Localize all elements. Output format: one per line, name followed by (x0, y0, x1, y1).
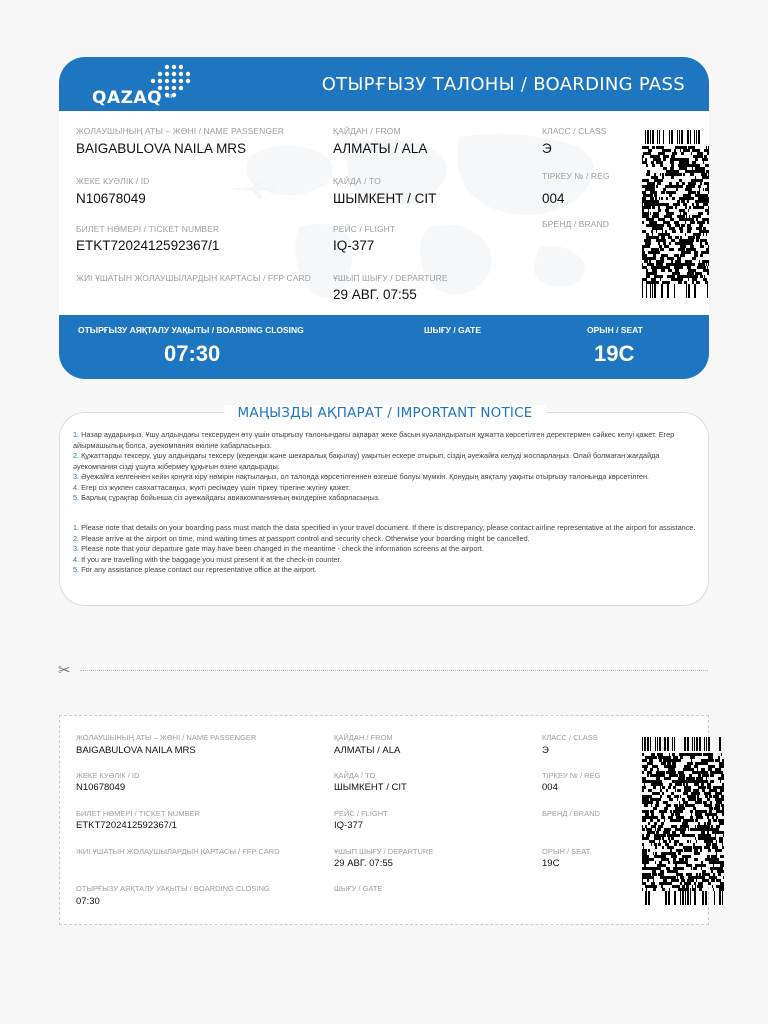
boarding-closing-label: ОТЫРҒЫЗУ АЯҚТАЛУ УАҚЫТЫ / BOARDING CLOSING (78, 325, 304, 335)
notice-item-text: Егер сіз жүкпен саяхаттасаңыз, жүкті ресімдеу үшін тіркеу тірегіне жүгіну қажет. (79, 482, 350, 492)
from-label: ҚАЙДАН / FROM (333, 126, 401, 136)
notice-item (73, 430, 701, 451)
notice-kazakh (73, 430, 701, 504)
notice-item (73, 534, 701, 545)
class-value: Э (542, 141, 552, 156)
stub-class-value: Э (542, 745, 549, 756)
header-bar (59, 57, 709, 111)
brand-label: БРЕНД / BRAND (542, 219, 609, 229)
stub-departure-label: ҰШЫП ШЫҒУ / DEPARTURE (334, 847, 434, 856)
barcode-icon (642, 130, 709, 298)
notice-item (73, 483, 701, 494)
boarding-pass-stub (59, 715, 709, 925)
notice-item-number: 5. (73, 493, 80, 502)
stub-boarding-closing-time: 07:30 (76, 896, 100, 907)
notice-item-number: 3. (73, 544, 80, 553)
boarding-pass-card (59, 57, 709, 379)
stub-reg-value: 004 (542, 782, 558, 793)
notice-item (73, 544, 701, 555)
stub-id-label: ЖЕКЕ КУӘЛІК / ID (76, 771, 140, 780)
passenger-id: N10678049 (76, 191, 146, 206)
flight-label: РЕЙС / FLIGHT (333, 224, 396, 234)
stub-flight-label: РЕЙС / FLIGHT (334, 809, 388, 818)
notice-item-text: Әуежайға келгеннен кейін қонуға кіру нөмірін нақтылаңыз, ол талонда көрсетілгеннен өзгеше болуы мүмкін. Қонудың аяқталу уақыты отырғызу талонында көрсетілген. (79, 472, 650, 481)
stub-gate-label: ШЫҒУ / GATE (334, 884, 383, 893)
class-label: КЛАСС / CLASS (542, 126, 607, 136)
stub-brand-label: БРЕНД / BRAND (542, 809, 600, 818)
stub-from-value: АЛМАТЫ / ALA (334, 745, 401, 756)
notice-item (73, 555, 701, 566)
stub-ffp-label: ЖИІ ҰШАТЫН ЖОЛАУШЫЛАРДЫН КАРТАСЫ / FFP CARD (76, 847, 280, 856)
notice-item-text: If you are travelling with the baggage you must present it at the check-in counter. (79, 554, 342, 564)
logo-wordmark: QAZAQ (92, 88, 163, 108)
departure-value: 29 АВГ. 07:55 (333, 287, 417, 302)
notice-item (73, 523, 701, 534)
seat-label: ОРЫН / SEAT (587, 325, 643, 335)
stub-to-value: ШЫМКЕНТ / CIT (334, 782, 407, 793)
stub-passenger-name: BAIGABULOVA NAILA MRS (76, 745, 196, 756)
ticket-label: БИЛЕТ НӨМЕРІ / TICKET NUMBER (76, 224, 220, 234)
notice-item (73, 472, 701, 483)
notice-item (73, 565, 701, 576)
stub-barcode-icon (642, 737, 724, 905)
important-notice (59, 405, 709, 606)
to-value: ШЫМКЕНТ / CIT (333, 191, 437, 206)
reg-label: ТІРКЕУ № / REG (542, 171, 610, 181)
stub-flight-value: IQ-377 (334, 820, 364, 831)
logo-sub: AIR (166, 94, 175, 100)
reg-value: 004 (542, 191, 565, 206)
from-value: АЛМАТЫ / ALA (333, 141, 428, 156)
notice-item-number: 4. (73, 482, 80, 492)
notice-item (73, 451, 701, 472)
notice-item-text: Назар аударыңыз. Ұшу алдындағы тексеруден өту үшін отырғызу талонындағы ақпарат жеке басын куәландыратын құжатта көрсетілген деректермен сәйкес келуі қажет. Егер айырмашылық болса, әуекомпания өкіліне хабарласыңыз. (73, 430, 675, 450)
boarding-closing-time: 07:30 (164, 341, 221, 366)
seat-value: 19C (594, 341, 635, 366)
notice-item-number: 2. (73, 451, 80, 460)
notice-item-text: Please note that your departure gate may have been changed in the meantime - check the information screens at the airport. (79, 544, 484, 553)
notice-item-number: 4. (73, 554, 80, 564)
to-label: ҚАЙДА / TO (333, 176, 381, 186)
ticket-number: ETKT7202412592367/1 (76, 238, 220, 253)
stub-to-label: ҚАЙДА / TO (334, 771, 376, 780)
stub-ticket-label: БИЛЕТ НӨМЕРІ / TICKET NUMBER (76, 809, 200, 818)
notice-item-text: Барлық сұрақтар бойынша сіз әуежайдағы авиакомпанияның өкілдеріне хабарласыңыз. (79, 493, 380, 502)
notice-item-text: For any assistance please contact our representative office at the airport. (79, 565, 317, 574)
stub-name-label: ЖОЛАУШЫНЫҢ АТЫ – ЖӨНІ / NAME PASSENGER (76, 733, 257, 742)
departure-label: ҰШЫП ШЫҒУ / DEPARTURE (333, 273, 448, 283)
scissors-icon: ✂ (58, 662, 71, 679)
stub-from-label: ҚАЙДАН / FROM (334, 733, 393, 742)
notice-item-text: Құжаттарды тексеру, ұшу алдындағы тексеру (кедендік және шекаралық бақылау) уақытын ескере отырып, сіздің әуежайға келуді жоспарлаңыз. Олай болмаған жағдайда әуекомпания сізді ұшуға жібермеу құқығын өзіне қалдырады. (73, 451, 660, 471)
stub-departure-value: 29 АВГ. 07:55 (334, 858, 393, 869)
stub-boarding-closing-label: ОТЫРҒЫЗУ АЯҚТАЛУ УАҚЫТЫ / BOARDING CLOSING (76, 884, 270, 893)
page-title: ОТЫРҒЫЗУ ТАЛОНЫ / BOARDING PASS (321, 74, 685, 95)
stub-reg-label: ТІРКЕУ № / REG (542, 771, 601, 780)
flight-value: IQ-377 (333, 238, 375, 253)
notice-title: МАҢЫЗДЫ АҚПАРАТ / IMPORTANT NOTICE (224, 405, 547, 421)
stub-class-label: КЛАСС / CLASS (542, 733, 598, 742)
id-label: ЖЕКЕ КУӘЛІК / ID (76, 176, 150, 186)
ffp-label: ЖИІ ҰШАТЫН ЖОЛАУШЫЛАРДЫН КАРТАСЫ / FFP CARD (76, 273, 312, 283)
notice-item-text: Please note that details on your boarding pass must match the data specified in your travel document. If there is discrepancy, please contact airline representative at the airport for assistance. (79, 523, 696, 532)
notice-item-number: 1. (73, 430, 80, 439)
notice-item-number: 1. (73, 523, 80, 532)
cut-line (80, 670, 708, 671)
notice-item-number: 3. (73, 472, 80, 481)
notice-english (73, 523, 701, 576)
stub-ticket-number: ETKT7202412592367/1 (76, 820, 177, 831)
passenger-name: BAIGABULOVA NAILA MRS (76, 141, 247, 156)
notice-item-text: Please arrive at the airport on time, mind waiting times at passport control and security check. Otherwise your boarding might be cancelled. (79, 533, 530, 543)
gate-label: ШЫҒУ / GATE (424, 325, 482, 335)
notice-item (73, 493, 701, 504)
boarding-band (59, 315, 709, 379)
name-label: ЖОЛАУШЫНЫҢ АТЫ – ЖӨНІ / NAME PASSENGER (76, 126, 285, 136)
notice-item-number: 2. (73, 533, 80, 543)
stub-seat-value: 19C (542, 858, 560, 869)
stub-seat-label: ОРЫН / SEAT (542, 847, 591, 856)
stub-passenger-id: N10678049 (76, 782, 126, 793)
notice-item-number: 5. (73, 565, 80, 574)
